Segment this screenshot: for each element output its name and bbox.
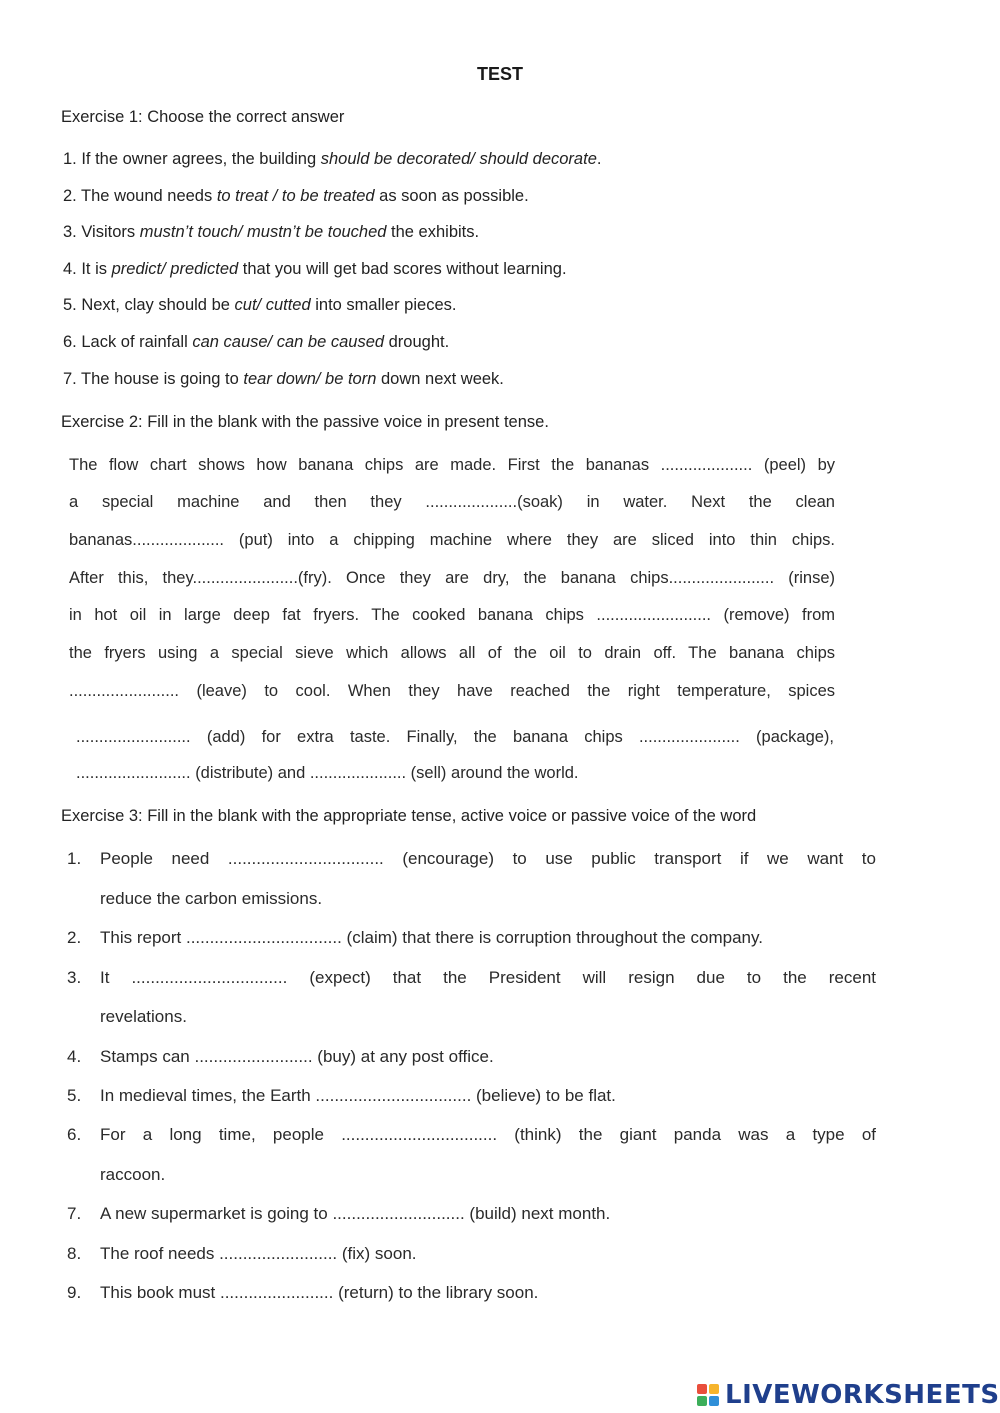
answer-options[interactable]: mustn’t touch/ mustn’t be touched: [139, 223, 387, 241]
paragraph-line: The flow chart shows how banana chips are made. First the bananas .................... (peel) by: [69, 456, 835, 474]
paragraph-line: bananas.................... (put) into a chipping machine where they are sliced into thin chips.: [69, 531, 835, 549]
item-number: 1.: [67, 849, 82, 868]
item-text: down next week.: [376, 370, 504, 388]
item-text: 5. Next, clay should be: [63, 296, 235, 314]
exercise3-item-line: This book must ........................ (return) to the library soon.: [100, 1283, 539, 1302]
answer-options[interactable]: cut/ cutted: [234, 296, 311, 314]
item-text: 4. It is: [63, 260, 112, 278]
exercise3-item-line: Stamps can ......................... (buy) at any post office.: [100, 1047, 494, 1066]
answer-options[interactable]: tear down/ be torn: [243, 370, 377, 388]
item-text: as soon as possible.: [374, 187, 529, 205]
exercise1-item: [63, 260, 567, 279]
paragraph-line: ......................... (add) for extra taste. Finally, the banana chips ...................... (package),: [76, 728, 834, 746]
item-number: 6.: [67, 1125, 82, 1144]
paragraph-line: After this, they.......................(fry). Once they are dry, the banana chips....................... (rinse): [69, 569, 835, 587]
item-text: drought.: [384, 333, 450, 351]
item-text: into smaller pieces.: [310, 296, 457, 314]
exercise3-item-line: For a long time, people ................................. (think) the giant panda was a type of: [100, 1125, 876, 1144]
paragraph-line: in hot oil in large deep fat fryers. The cooked banana chips ......................... (remove) from: [69, 606, 835, 624]
exercise3-item-line: In medieval times, the Earth ................................. (believe) to be flat.: [100, 1086, 616, 1105]
paragraph-line: a special machine and then they ....................(soak) in water. Next the clean: [69, 493, 835, 511]
liveworksheets-logo[interactable]: [697, 1378, 1000, 1412]
exercise1-item: [63, 370, 504, 389]
item-text: 3. Visitors: [63, 223, 140, 241]
paragraph-line: ........................ (leave) to cool. When they have reached the right temperature, spices: [69, 682, 835, 700]
exercise3-heading: Exercise 3: Fill in the blank with the appropriate tense, active voice or passive voice of the word: [61, 807, 757, 825]
exercise3-item-line: The roof needs ......................... (fix) soon.: [100, 1244, 417, 1263]
exercise3-item-line: It ................................. (expect) that the President will resign due to the recent: [100, 968, 876, 987]
answer-options[interactable]: to treat / to be treated: [216, 187, 375, 205]
exercise1-item: [63, 187, 529, 206]
item-number: 5.: [67, 1086, 82, 1105]
logo-mark-icon: [697, 1384, 719, 1406]
answer-options[interactable]: can cause/ can be caused: [192, 333, 385, 351]
page-title: TEST: [476, 64, 523, 84]
exercise1-item: [63, 333, 449, 352]
exercise1-item: [63, 296, 456, 315]
item-text: the exhibits.: [386, 223, 480, 241]
item-number: 3.: [67, 968, 82, 987]
exercise3-item-line: raccoon.: [100, 1165, 166, 1184]
exercise3-item-line: revelations.: [100, 1007, 187, 1026]
item-number: 7.: [67, 1204, 82, 1223]
logo-text: LIVEWORKSHEETS: [725, 1380, 1000, 1410]
item-text: 6. Lack of rainfall: [63, 333, 193, 351]
exercise1-heading: Exercise 1: Choose the correct answer: [61, 108, 345, 126]
paragraph-line: ......................... (distribute) and ..................... (sell) around the world.: [76, 764, 579, 782]
answer-options[interactable]: should be decorated/ should decorate: [320, 150, 597, 168]
item-text: that you will get bad scores without learning.: [238, 260, 567, 278]
exercise3-item-line: A new supermarket is going to ............................ (build) next month.: [100, 1204, 611, 1223]
exercise1-item: [63, 223, 479, 242]
item-number: 2.: [67, 928, 82, 947]
answer-options[interactable]: predict/ predicted: [111, 260, 239, 278]
exercise3-item-line: reduce the carbon emissions.: [100, 889, 323, 908]
exercise3-item-line: This report ................................. (claim) that there is corruption throughout the company.: [100, 928, 763, 947]
exercise3-item-line: People need ................................. (encourage) to use public transport if we want to: [100, 849, 876, 868]
item-text: 7. The house is going to: [63, 370, 244, 388]
paragraph-line: the fryers using a special sieve which allows all of the oil to drain off. The banana chips: [69, 644, 835, 662]
exercise2-heading: Exercise 2: Fill in the blank with the passive voice in present tense.: [61, 413, 549, 431]
item-number: 8.: [67, 1244, 82, 1263]
item-text: 2. The wound needs: [63, 187, 217, 205]
item-number: 4.: [67, 1047, 82, 1066]
item-text: .: [596, 150, 602, 168]
exercise1-item: [63, 150, 601, 169]
item-number: 9.: [67, 1283, 82, 1302]
item-text: 1. If the owner agrees, the building: [63, 150, 321, 168]
